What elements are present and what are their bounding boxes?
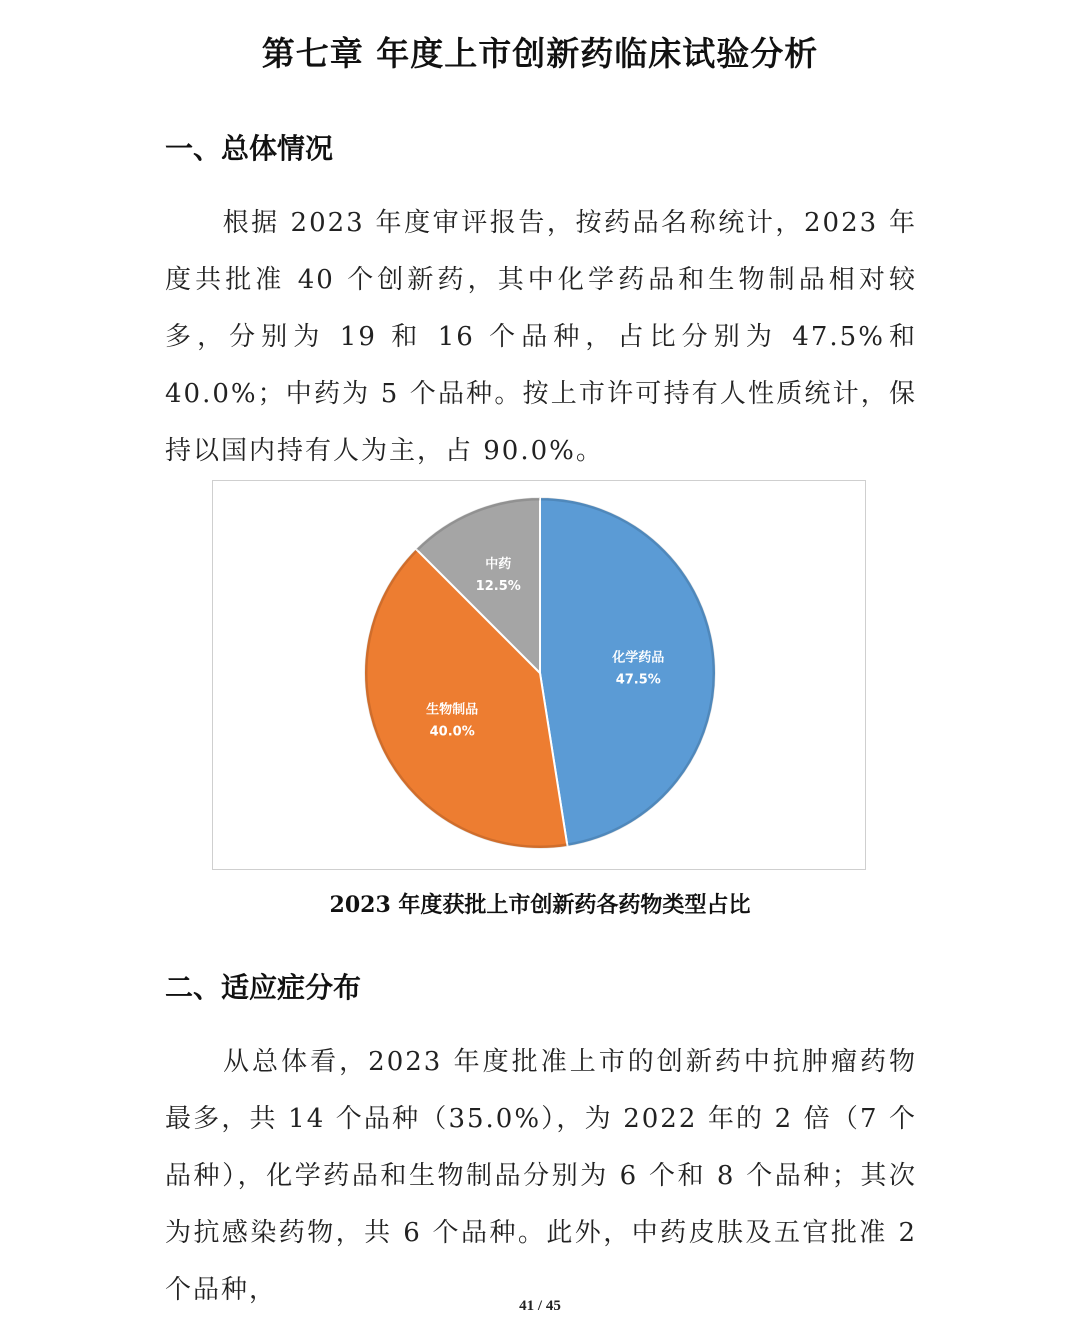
figure-caption: 2023 年度获批上市创新药各药物类型占比 — [329, 892, 751, 918]
pie-slice-value-0: 47.5% — [615, 672, 661, 688]
pie-chart-frame — [212, 480, 866, 870]
pie-slice-name-2: 中药 — [485, 557, 512, 573]
overview-paragraph-text: 根据 2023 年度审评报告，按药品名称统计，2023 年度共批准 40 个创新药，其中化学药品和生物制品相对较多，分别为 19 和 16 个品种，占比分别为 47.5%和 40.0%；中药为 5 个品种。按上市许可持有人性质统计，保持以国内持有人为主，占 90.0%。 — [165, 208, 917, 466]
pie-slice-name-1: 生物制品 — [426, 702, 479, 718]
pie-slice-value-1: 40.0% — [429, 724, 475, 740]
section-heading-indications: 二、适应症分布 — [165, 971, 362, 1004]
chapter-title: 第七章 年度上市创新药临床试验分析 — [261, 34, 819, 73]
indications-paragraph-text: 从总体看，2023 年度批准上市的创新药中抗肿瘤药物最多，共 14 个品种（35.0%），为 2022 年的 2 倍（7 个品种），化学药品和生物制品分别为 6 个和 8 个品种；其次为抗感染药物，共 6 个品种。此外，中药皮肤及五官批准 2 个品种， — [165, 1047, 917, 1305]
pie-slice-name-0: 化学药品 — [612, 650, 665, 666]
indications-paragraph — [165, 1034, 917, 1319]
pie-slice-value-2: 12.5% — [475, 579, 521, 595]
pie-chart — [213, 481, 867, 871]
page-number: 41 / 45 — [519, 1298, 561, 1314]
section-heading-overview: 一、总体情况 — [165, 132, 334, 165]
overview-paragraph — [165, 195, 917, 480]
